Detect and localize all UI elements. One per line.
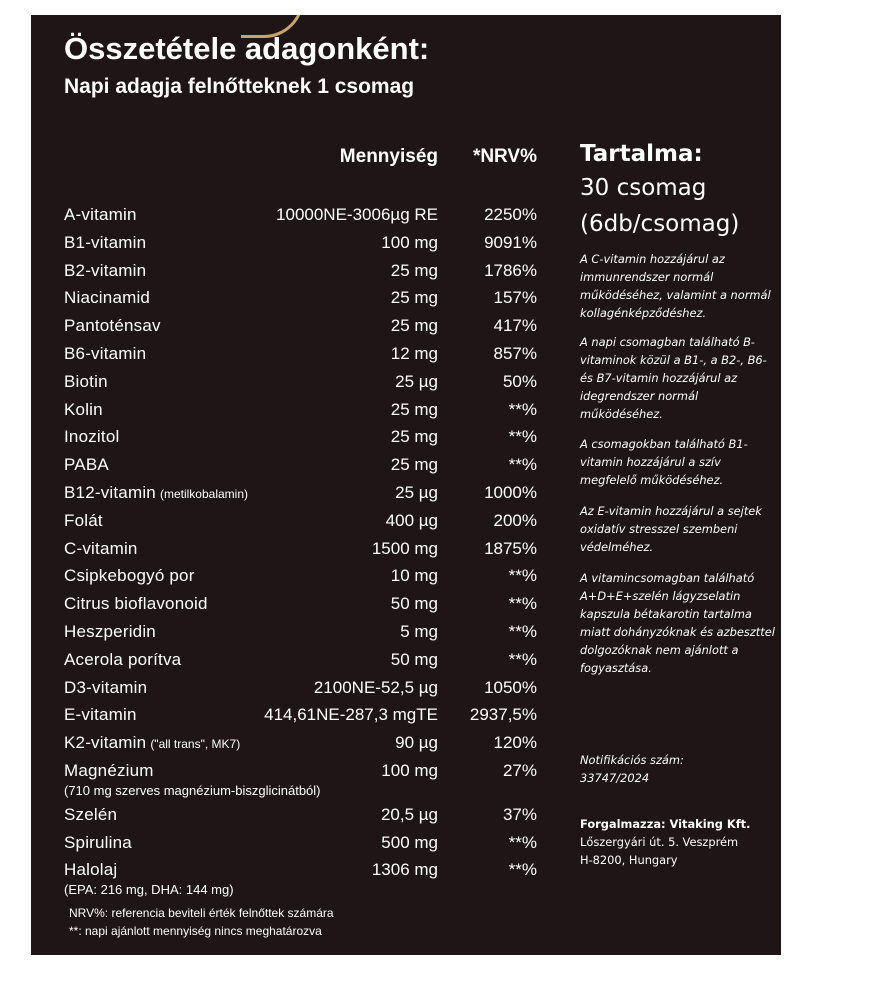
distributor-block: [580, 815, 775, 869]
ingredient-name-text: Citrus bioflavonoid: [64, 594, 208, 614]
ingredient-quantity: 5 mg: [400, 622, 438, 641]
ingredient-nrv: 417%: [493, 316, 537, 336]
ingredient-name-text: Heszperidin: [64, 622, 156, 641]
ingredient-name-text: K2-vitamin: [64, 733, 147, 753]
address-line-1: Lőszergyári út. 5. Veszprém: [580, 835, 739, 849]
ingredient-name: [64, 316, 161, 336]
ingredient-name: [64, 650, 181, 670]
ingredient-nrv: 37%: [502, 804, 537, 824]
contents-heading: Tartalma:: [580, 141, 703, 167]
ingredient-name: [64, 455, 109, 475]
composition-title: Összetétele adagonként:: [64, 31, 430, 66]
ingredient-nrv: **%: [508, 566, 537, 586]
ingredient-name-text: B1-vitamin: [64, 232, 147, 252]
ingredient-nrv: 1000%: [484, 483, 537, 502]
ingredient-name: [64, 733, 240, 753]
ingredient-name: [64, 860, 117, 880]
ingredient-quantity: 50 mg: [390, 649, 438, 669]
ingredient-name: [64, 483, 248, 503]
ingredient-quantity: 20,5 µg: [380, 804, 438, 824]
ingredient-name-text: Folát: [64, 510, 103, 530]
ingredient-name-text: Biotin: [64, 371, 108, 391]
ingredient-nrv: 9091%: [484, 232, 537, 252]
ingredient-quantity: 1500 mg: [371, 538, 438, 558]
ingredient-name: [64, 344, 146, 364]
ingredient-name-text: Magnézium: [64, 761, 154, 780]
ingredient-quantity: 2100NE-52,5 µg: [313, 677, 438, 697]
daily-dose-subtitle: Napi adagja felnőtteknek 1 csomag: [64, 75, 415, 98]
ingredient-name: [64, 400, 103, 420]
claim-b-vitamins: A napi csomagban található B-vitaminok közül a B1-, a B2-, B6- és B7-vitamin hozzájárul az idegrendszer normál működéséhez.: [580, 335, 767, 421]
table-row: [31, 705, 781, 733]
ingredient-name: [64, 427, 119, 447]
ingredient-name-text: E-vitamin: [64, 705, 137, 725]
ingredient-quantity: 25 mg: [390, 399, 438, 419]
ingredient-name-text: Inozitol: [64, 427, 120, 447]
ingredient-name-text: Acerola porítva: [64, 649, 182, 669]
ingredient-name-text: Halolaj: [64, 860, 118, 880]
ingredient-nrv: **%: [508, 594, 537, 614]
quantity-column-header: Mennyiség: [339, 146, 438, 167]
ingredient-quantity: 25 mg: [390, 316, 438, 336]
ingredient-name-text: Szelén: [64, 804, 118, 824]
ingredient-quantity: 400 µg: [385, 510, 438, 530]
ingredient-name-text: Kolin: [64, 399, 103, 419]
stars-footnote: **: napi ajánlott mennyiség nincs meghatározva: [69, 924, 322, 938]
ingredient-name: [64, 761, 154, 781]
ingredient-name: [64, 372, 108, 392]
nrv-column-header: *NRV%: [472, 146, 537, 167]
ingredient-nrv: 2250%: [484, 205, 537, 224]
ingredient-nrv: **%: [508, 455, 537, 475]
ingredient-quantity: 414,61NE-287,3 mgTE: [264, 705, 438, 725]
ingredient-nrv: 27%: [502, 761, 537, 780]
notification-block: [580, 751, 775, 787]
ingredient-name: [64, 261, 146, 281]
notification-number: 33747/2024: [580, 771, 650, 785]
ingredient-name: [64, 288, 150, 308]
ingredient-subnote: (710 mg szerves magnézium-biszglicinátból): [64, 783, 321, 798]
claim-vitamin-c: A C-vitamin hozzájárul az immunrendszer normál működéséhez, valamint a normál kollagénképződéshez.: [580, 252, 771, 320]
ingredient-note: (metilkobalamin): [159, 487, 248, 501]
ingredient-name-text: PABA: [64, 455, 109, 475]
ingredient-nrv: 50%: [502, 371, 537, 391]
table-row: [31, 678, 781, 706]
ingredient-nrv: **%: [508, 622, 537, 641]
ingredient-name-text: Niacinamid: [64, 288, 151, 308]
ingredient-nrv: 157%: [493, 288, 537, 308]
ingredient-name-text: Pantoténsav: [64, 316, 161, 336]
ingredient-quantity: 10000NE-3006µg RE: [276, 205, 438, 224]
ingredient-name-text: C-vitamin: [64, 538, 138, 558]
ingredient-quantity: 25 µg: [395, 371, 438, 391]
ingredient-quantity: 100 mg: [381, 761, 438, 780]
ingredient-name-text: Spirulina: [64, 832, 132, 852]
ingredient-nrv: 1875%: [484, 538, 537, 558]
ingredient-quantity: 25 mg: [390, 455, 438, 475]
ingredient-name-text: B2-vitamin: [64, 260, 147, 280]
ingredient-quantity: 1306 mg: [371, 860, 438, 880]
ingredient-nrv: 1050%: [484, 677, 537, 697]
warning-smokers: A vitamincsomagban található A+D+E+szelén lágyzselatin kapszula bétakarotin tartalma miatt dohányzóknak és azbeszttel dolgozóknak nem ajánlott a fogyasztása.: [580, 571, 775, 675]
ingredient-name: [64, 566, 195, 586]
ingredient-name: [64, 705, 137, 725]
supplement-label-panel: [31, 15, 781, 955]
pieces-per-pack: (6db/csomag): [580, 211, 740, 237]
ingredient-quantity: 25 µg: [395, 483, 438, 502]
nrv-footnote: NRV%: referencia beviteli érték felnőttek számára: [69, 906, 334, 920]
distributor-name: Forgalmazza: Vitaking Kft.: [580, 817, 751, 831]
notification-label: Notifikációs szám:: [580, 753, 684, 767]
ingredient-nrv: **%: [508, 427, 537, 447]
ingredient-name-text: D3-vitamin: [64, 677, 148, 697]
ingredient-note: ("all trans", MK7): [150, 737, 241, 752]
ingredient-nrv: 857%: [493, 344, 537, 363]
ingredient-quantity: 25 mg: [390, 427, 438, 447]
ingredient-name: [64, 233, 146, 253]
ingredient-name: [64, 805, 117, 825]
ingredient-quantity: 25 mg: [390, 288, 438, 308]
address-line-2: H-8200, Hungary: [580, 853, 678, 867]
ingredient-name: [64, 205, 137, 225]
ingredient-quantity: 100 mg: [381, 232, 438, 252]
ingredient-nrv: **%: [508, 832, 537, 852]
ingredient-subnote: (EPA: 216 mg, DHA: 144 mg): [64, 882, 234, 898]
claim-vitamin-e: Az E-vitamin hozzájárul a sejtek oxidatív stresszel szembeni védelméhez.: [580, 504, 762, 554]
ingredient-nrv: 200%: [493, 510, 537, 530]
ingredient-name: [64, 594, 208, 614]
ingredient-quantity: 10 mg: [390, 566, 438, 586]
ingredient-name-text: B12-vitamin: [64, 483, 156, 502]
ingredient-name: [64, 678, 147, 698]
ingredient-nrv: **%: [508, 399, 537, 419]
ingredient-nrv: **%: [508, 649, 537, 669]
pack-count: 30 csomag: [580, 175, 707, 201]
ingredient-nrv: 120%: [493, 733, 537, 753]
ingredient-name: [64, 833, 132, 853]
ingredient-name-text: B6-vitamin: [64, 344, 147, 363]
ingredient-nrv: **%: [508, 860, 537, 880]
ingredient-quantity: 90 µg: [395, 733, 438, 753]
ingredient-name: [64, 539, 138, 559]
ingredient-quantity: 500 mg: [381, 832, 438, 852]
ingredient-nrv: 1786%: [484, 260, 537, 280]
claim-b1-heart: A csomagokban található B1-vitamin hozzájárul a szív megfelelő működéséhez.: [580, 437, 748, 487]
ingredient-name: [64, 622, 156, 642]
ingredient-nrv: 2937,5%: [469, 705, 537, 725]
ingredient-quantity: 12 mg: [390, 344, 438, 363]
ingredient-name-text: A-vitamin: [64, 205, 137, 224]
ingredient-quantity: 50 mg: [390, 594, 438, 614]
ingredient-name: [64, 511, 103, 531]
ingredient-quantity: 25 mg: [390, 260, 438, 280]
ingredient-name-text: Csipkebogyó por: [64, 566, 195, 586]
